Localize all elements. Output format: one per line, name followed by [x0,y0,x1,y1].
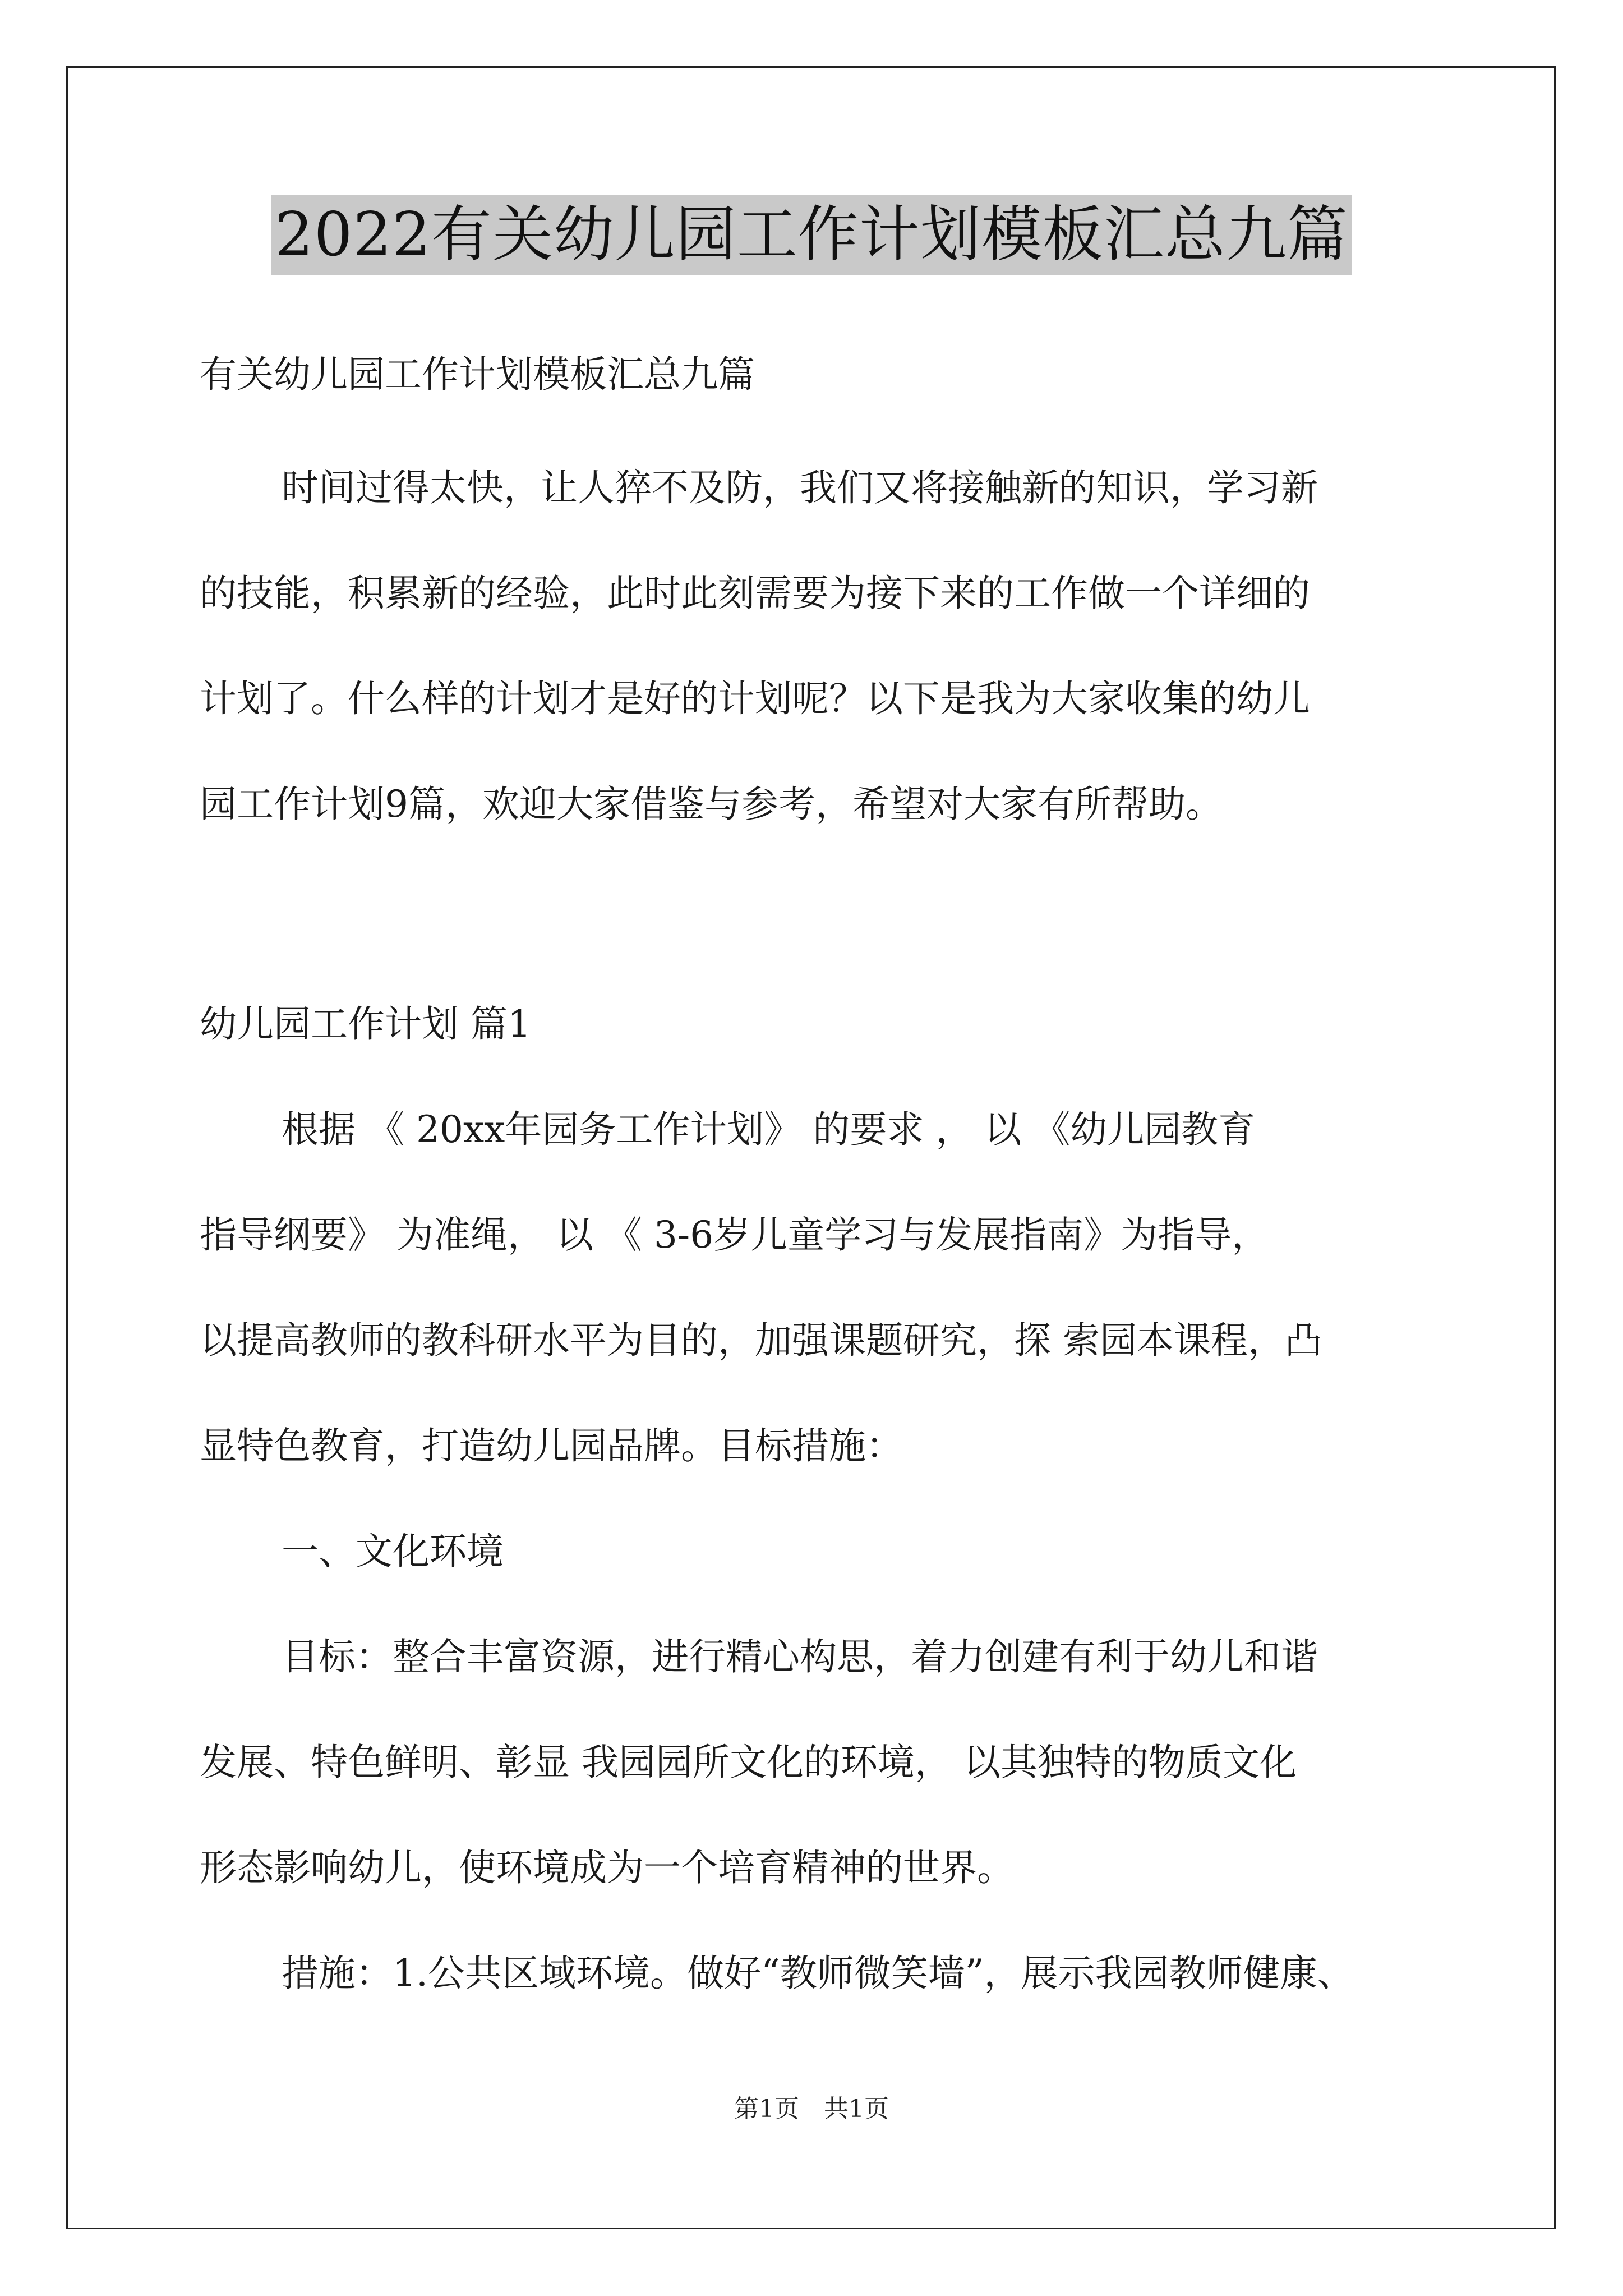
paragraph-line: 园工作计划9篇，欢迎大家借鉴与参考，希望对大家有所帮助。 [200,783,1223,826]
paragraph-line: 目标：整合丰富资源，进行精心构思，着力创建有利于幼儿和谐 [282,1635,1318,1678]
document-title: 2022有关幼儿园工作计划模板汇总九篇 [271,195,1352,275]
subsection-heading: 一、文化环境 [282,1530,504,1573]
paragraph-line: 措施：1.公共区域环境。做好“教师微笑墙”，展示我园教师健康、 [282,1952,1354,1995]
section-heading: 幼儿园工作计划 篇1 [200,1002,531,1046]
paragraph-line: 指导纲要》 为准绳， 以 《 3-6岁儿童学习与发展指南》为指导， [200,1213,1269,1257]
paragraph-line: 显特色教育，打造幼儿园品牌。目标措施： [200,1424,903,1467]
paragraph-line: 时间过得太快，让人猝不及防，我们又将接触新的知识，学习新 [282,466,1318,509]
paragraph-line: 形态影响幼儿，使环境成为一个培育精神的世界。 [200,1846,1014,1889]
paragraph-line: 根据 《 20xx年园务工作计划》 的要求 ， 以 《幼儿园教育 [282,1108,1256,1151]
paragraph-line: 的技能，积累新的经验，此时此刻需要为接下来的工作做一个详细的 [200,572,1310,615]
subtitle-line: 有关幼儿园工作计划模板汇总九篇 [200,353,755,396]
title-wrap [0,195,1623,275]
paragraph-line: 发展、特色鲜明、彰显 我园园所文化的环境， 以其独特的物质文化 [200,1741,1297,1784]
paragraph-line: 以提高教师的教科研水平为目的，加强课题研究，探 索园本课程，凸 [200,1319,1322,1362]
page-footer: 第1页 共1页 [734,2095,889,2123]
paragraph-line: 计划了。什么样的计划才是好的计划呢？以下是我为大家收集的幼儿 [200,677,1310,720]
